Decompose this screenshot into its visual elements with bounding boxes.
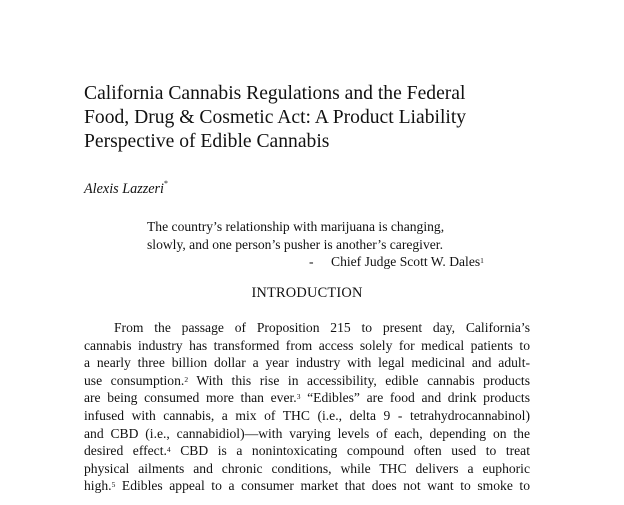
author-byline <box>84 181 168 198</box>
paragraph-line <box>84 319 530 337</box>
footnote-marker: 1 <box>480 256 484 265</box>
line-text: use consumption. <box>84 372 185 388</box>
line-text: physical ailments and chronic conditions, while THC delivers a euphoric <box>84 460 530 476</box>
author-name: Alexis Lazzeri <box>84 181 164 197</box>
paragraph-line <box>84 442 530 460</box>
body-paragraph <box>84 319 530 495</box>
author-footnote-marker: * <box>164 179 168 188</box>
paragraph-line <box>84 425 530 443</box>
line-text: are being consumed more than ever. <box>84 390 297 406</box>
line-text: Edibles appeal to a consumer market that does not want to smoke to <box>115 478 530 494</box>
section-heading: INTRODUCTION <box>251 285 363 301</box>
attribution-dash: - <box>309 254 314 269</box>
article-title <box>84 82 554 154</box>
line-text: CBD is a nonintoxicating compound often used to treat <box>170 443 530 459</box>
line-text: From the passage of Proposition 215 to present day, California’s <box>114 320 530 335</box>
epigraph <box>147 218 507 271</box>
line-text: “Edibles” are food and drink products <box>300 390 530 406</box>
article-title-line: Perspective of Edible Cannabis <box>84 131 330 152</box>
line-text: a nearly three billion dollar a year industry with legal medicinal and adult- <box>84 355 530 371</box>
footnote-marker: 5 <box>111 480 116 490</box>
article-title-line: Food, Drug & Cosmetic Act: A Product Liability <box>84 107 467 128</box>
footnote-marker: 2 <box>184 374 189 384</box>
footnote-marker: 3 <box>296 392 301 402</box>
paragraph-line <box>84 407 530 425</box>
paragraph-line <box>84 372 530 390</box>
line-text: infused with cannabis, a mix of THC (i.e., delta 9 - tetrahydrocannabinol) <box>84 407 530 423</box>
line-text: desired effect. <box>84 443 167 459</box>
paragraph-line <box>84 460 530 478</box>
paragraph-line <box>84 337 530 355</box>
epigraph-line: The country’s relationship with marijuana is changing, <box>147 219 445 234</box>
epigraph-line: slowly, and one person’s pusher is another’s caregiver. <box>147 236 443 252</box>
attribution-name: Chief Judge Scott W. Dales <box>331 254 481 269</box>
line-text: and CBD (i.e., cannabidiol)—with varying levels of each, depending on the <box>84 425 530 441</box>
line-text: With this rise in accessibility, edible cannabis products <box>188 372 530 388</box>
paragraph-line <box>84 389 530 407</box>
paragraph-line <box>84 477 530 495</box>
line-text: high. <box>84 478 112 494</box>
article-title-line: California Cannabis Regulations and the Federal <box>84 83 466 104</box>
epigraph-attribution <box>147 253 507 271</box>
paragraph-line <box>84 354 530 372</box>
line-text: cannabis industry has transformed from access solely for medical patients to <box>84 337 530 353</box>
footnote-marker: 4 <box>166 445 171 455</box>
